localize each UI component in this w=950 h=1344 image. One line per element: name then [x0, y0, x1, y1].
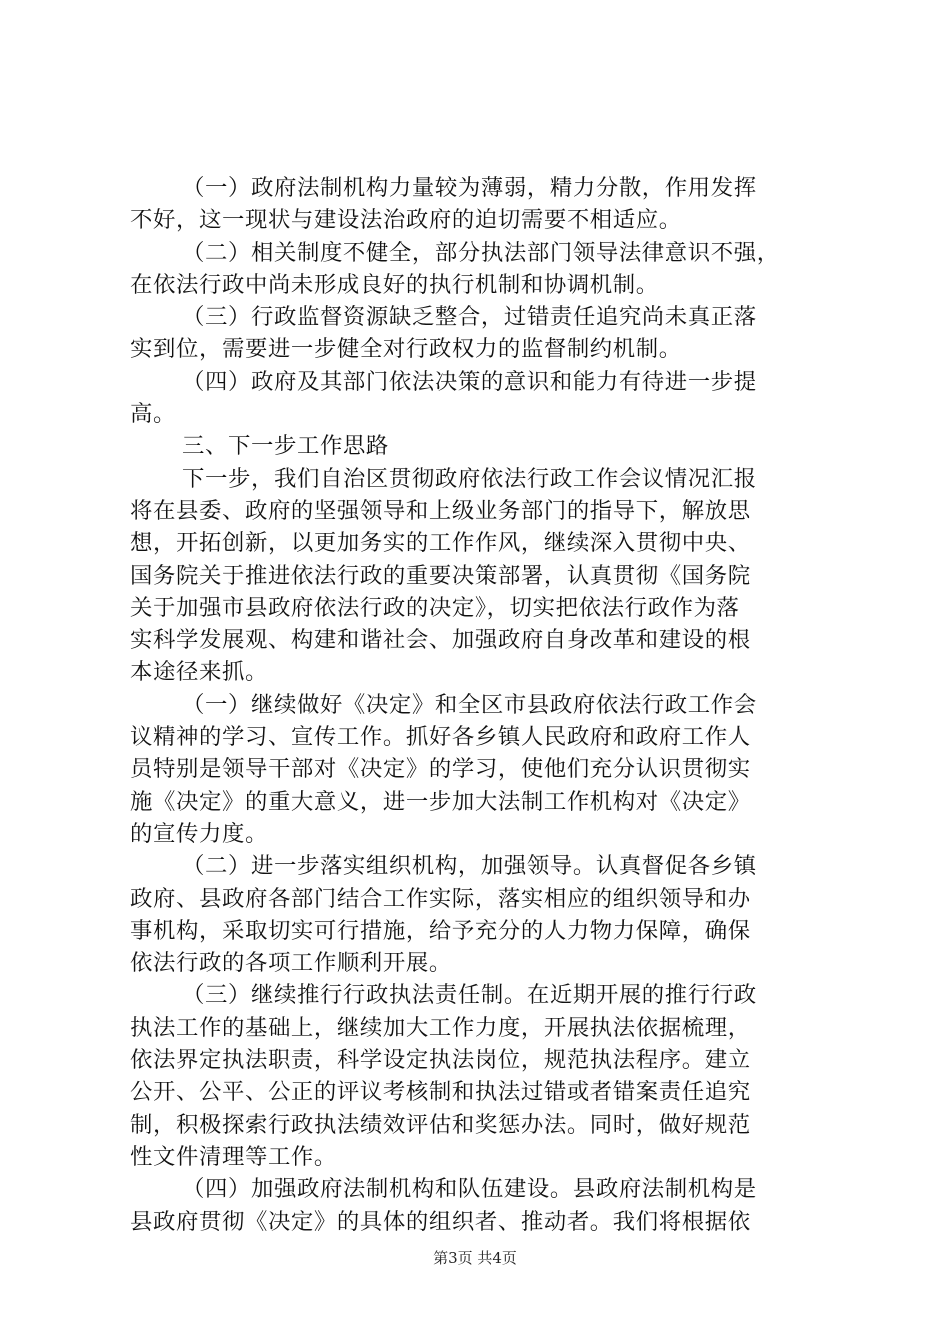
- text-line: 想，开拓创新，以更加务实的工作作风，继续深入贯彻中央、: [130, 530, 751, 557]
- text-line: 执法工作的基础上，继续加大工作力度，开展执法依据梳理，: [130, 1014, 751, 1041]
- page-footer: 第3页 共4页: [433, 1249, 517, 1267]
- text-line: 的宣传力度。: [130, 820, 268, 847]
- text-line: 在依法行政中尚未形成良好的执行机制和协调机制。: [130, 271, 659, 298]
- text-line: 政府、县政府各部门结合工作实际，落实相应的组织领导和办: [130, 885, 751, 912]
- text-line: 三、下一步工作思路: [182, 433, 389, 460]
- text-line: 实科学发展观、构建和谐社会、加强政府自身改革和建设的根: [130, 627, 751, 654]
- text-line: 员特别是领导干部对《决定》的学习，使他们充分认识贯彻实: [130, 756, 751, 783]
- text-line: 性文件清理等工作。: [130, 1143, 337, 1170]
- text-line: 制，积极探索行政执法绩效评估和奖惩办法。同时，做好规范: [130, 1111, 751, 1138]
- text-line: 依法界定执法职责，科学设定执法岗位，规范执法程序。建立: [130, 1047, 751, 1074]
- text-line: 将在县委、政府的坚强领导和上级业务部门的指导下，解放思: [130, 497, 751, 524]
- text-line: （四）政府及其部门依法决策的意识和能力有待进一步提: [182, 368, 757, 395]
- document-body: [130, 172, 830, 1238]
- text-line: 实到位，需要进一步健全对行政权力的监督制约机制。: [130, 336, 682, 363]
- text-line: （三）行政监督资源缺乏整合，过错责任追究尚未真正落: [182, 304, 757, 331]
- text-line: 本途径来抓。: [130, 659, 268, 686]
- text-line: （一）政府法制机构力量较为薄弱，精力分散，作用发挥: [182, 175, 757, 201]
- text-line: （四）加强政府法制机构和队伍建设。县政府法制机构是: [182, 1176, 757, 1203]
- text-line: （二）相关制度不健全，部分执法部门领导法律意识不强，: [182, 239, 780, 266]
- text-line: 不好，这一现状与建设法治政府的迫切需要不相适应。: [130, 207, 682, 234]
- text-line: 国务院关于推进依法行政的重要决策部署，认真贯彻《国务院: [130, 562, 751, 589]
- text-line: 公开、公平、公正的评议考核制和执法过错或者错案责任追究: [130, 1079, 751, 1106]
- text-line: 议精神的学习、宣传工作。抓好各乡镇人民政府和政府工作人: [130, 724, 751, 751]
- text-line: 高。: [130, 401, 176, 428]
- text-line: 施《决定》的重大意义，进一步加大法制工作机构对《决定》: [130, 788, 751, 815]
- text-line: 依法行政的各项工作顺利开展。: [130, 950, 452, 977]
- text-line: 县政府贯彻《决定》的具体的组织者、推动者。我们将根据依: [130, 1208, 751, 1235]
- text-line: 事机构，采取切实可行措施，给予充分的人力物力保障，确保: [130, 917, 751, 944]
- text-line: 下一步，我们自治区贯彻政府依法行政工作会议情况汇报: [182, 465, 757, 492]
- text-line: （二）进一步落实组织机构，加强领导。认真督促各乡镇: [182, 853, 757, 880]
- text-line: （三）继续推行行政执法责任制。在近期开展的推行行政: [182, 982, 757, 1009]
- text-line: 关于加强市县政府依法行政的决定》，切实把依法行政作为落: [130, 594, 740, 621]
- text-line: （一）继续做好《决定》和全区市县政府依法行政工作会: [182, 691, 757, 718]
